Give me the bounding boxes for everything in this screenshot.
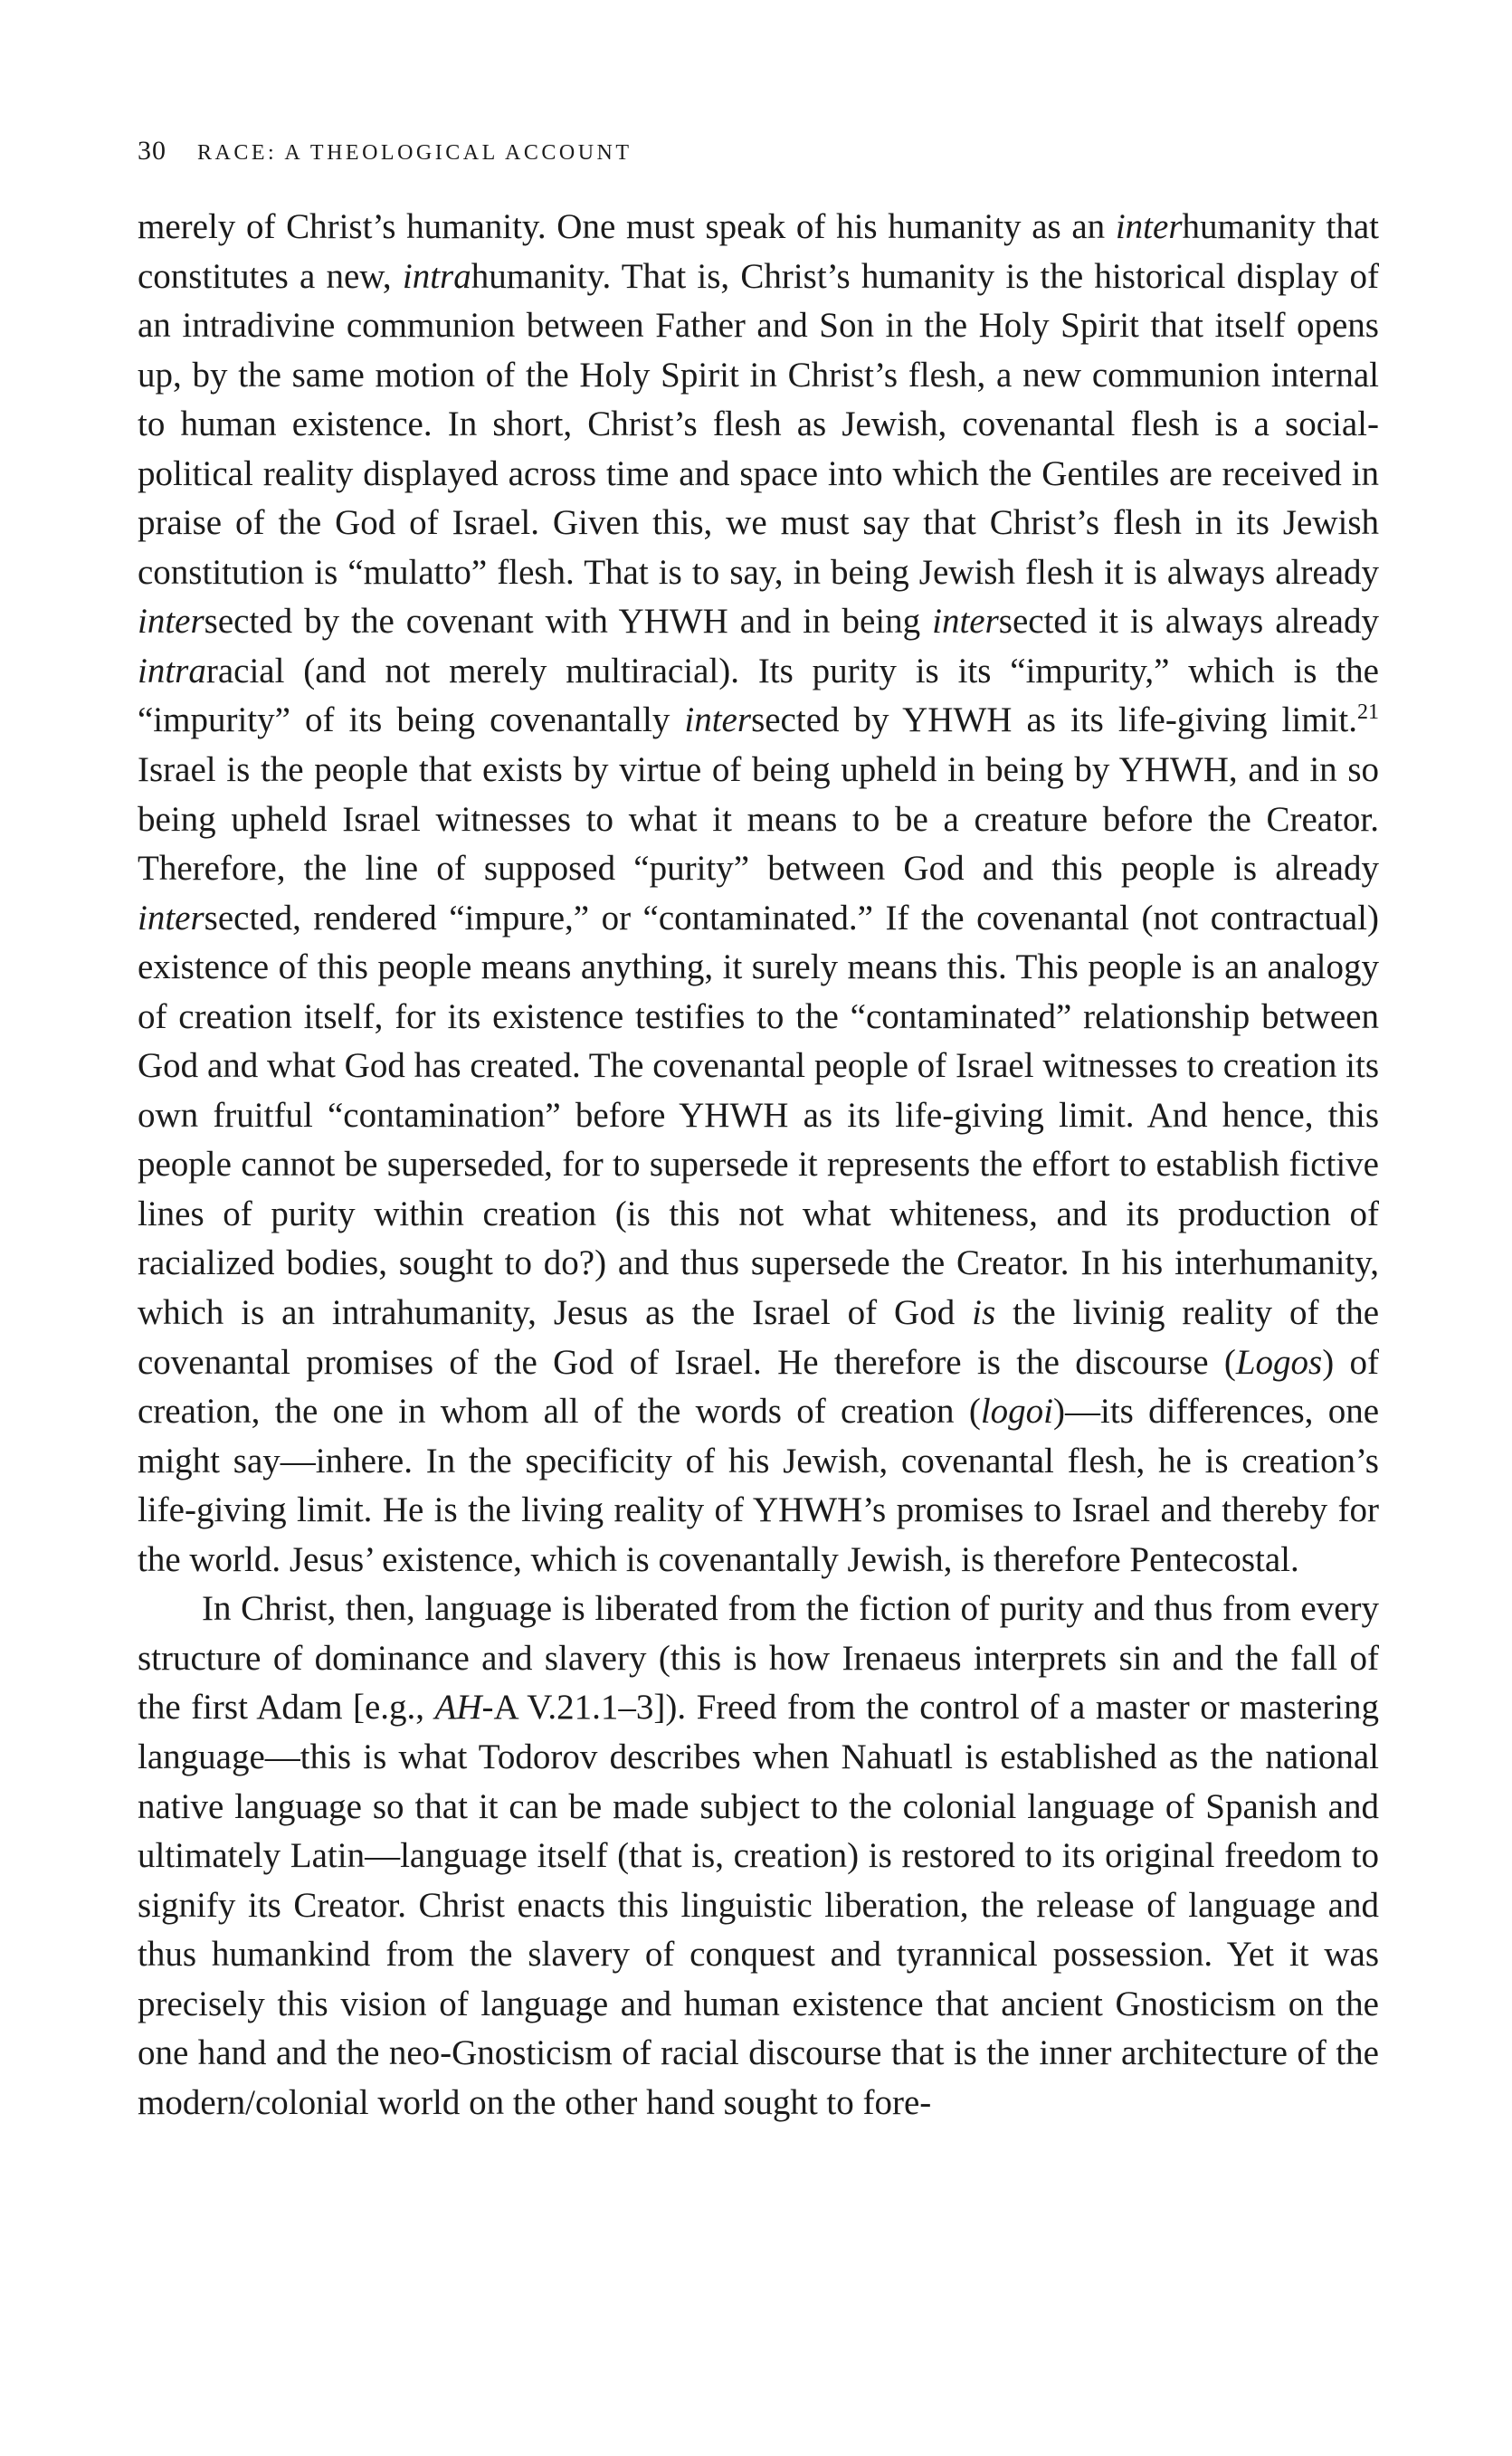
italic-run: inter (932, 602, 999, 642)
italic-run: inter (1115, 207, 1183, 246)
text-run: merely of Christ’s humanity. One must speak of his humanity as an (138, 207, 1116, 246)
italic-run: logoi (980, 1392, 1054, 1432)
text-run: racial (and not merely multiracial). Its purity is its “impurity,” which is the “impurity” of its being covenantally (138, 651, 1379, 740)
italic-run: Logos (1235, 1342, 1323, 1382)
footnote-marker: 21 (1357, 700, 1379, 725)
text-run: the livinig reality of the covenantal promises of the God of Israel. He therefore is the discourse ( (138, 1293, 1379, 1382)
text-run: sected it is always already (998, 602, 1379, 642)
text-run: Israel is the people that exists by virtue of being upheld in being by YHWH, and in so being upheld Israel witnesses to what it means to be a creature before the Creator. Therefore, the line of supposed “purity” between God and this people is already (138, 750, 1379, 889)
text-run: sected, rendered “impure,” or “contaminated.” If the covenantal (not contractual) existence of this people means anything, it surely means this. This people is an analogy of creation itself, for its existence testifies to the “contaminated” relationship between God and what God has created. The covenantal people of Israel witnesses to creation its own fruitful “contamination” before YHWH as its life-giving limit. And hence, this people cannot be superseded, for to supersede it represents the effort to establish fictive lines of purity within creation (is this not what whiteness, and its production of racialized bodies, sought to do?) and thus supersede the Creator. In his interhumanity, which is an intrahumanity, Jesus as the Israel of God (138, 898, 1379, 1333)
italic-run: inter (138, 602, 204, 642)
paragraph-2 (138, 1585, 1379, 2128)
italic-run: is (972, 1293, 996, 1333)
italic-run: intra (138, 651, 206, 690)
text-run: )—its differences, one might say—inhere. In the specificity of his Jewish, covenantal flesh, he is creation’s life-giving limit. He is the living reality of YHWH’s promises to Israel and thereby for the world. Jesus’ existence, which is covenantally Jewish, is therefore Pentecostal. (138, 1392, 1380, 1579)
book-page (138, 136, 1379, 2128)
text-run: In Christ, then, language is liberated from the fiction of purity and thus from every structure of dominance and slavery (this is how Irenaeus interprets sin and the fall of the first Adam [e.g., (138, 1589, 1379, 1728)
running-head (138, 136, 1379, 168)
italic-run: intra (402, 256, 471, 296)
text-run: -A V.21.1–3]). Freed from the control of a master or mastering language—this is what Todorov describes when Nahuatl is established as the national native language so that it can be made subject to the colonial language of Spanish and ultimately Latin—language itself (that is, creation) is restored to its original freedom to signify its Creator. Christ enacts this linguistic liberation, the release of language and thus humankind from the slavery of conquest and tyrannical possession. Yet it was precisely this vision of language and human existence that ancient Gnosticism on the one hand and the neo-Gnosticism of racial discourse that is the inner architecture of the modern/colonial world on the other hand sought to fore- (138, 1688, 1379, 2122)
italic-run: AH (434, 1688, 482, 1728)
book-title: RACE: A THEOLOGICAL ACCOUNT (197, 141, 632, 165)
text-run: humanity that constitutes a new, (138, 207, 1379, 296)
paragraph-1 (138, 203, 1379, 1585)
text-run: sected by YHWH as its life-giving limit. (751, 700, 1357, 740)
text-run: humanity. That is, Christ’s humanity is the historical display of an intradivine communion between Father and Son in the Holy Spirit that itself opens up, by the same motion of the Holy Spirit in Christ’s flesh, a new communion internal to human existence. In short, Christ’s flesh as Jewish, covenantal flesh is a social-political reality displayed across time and space into which the Gentiles are received in praise of the God of Israel. Given this, we must say that Christ’s flesh in its Jewish constitution is “mulatto” flesh. That is to say, in being Jewish flesh it is always already (138, 256, 1379, 592)
text-run: ) of creation, the one in whom all of the words of creation ( (138, 1342, 1379, 1432)
text-run: sected by the covenant with YHWH and in being (204, 602, 933, 642)
italic-run: inter (684, 700, 752, 740)
italic-run: inter (138, 898, 204, 938)
page-number: 30 (138, 136, 166, 166)
